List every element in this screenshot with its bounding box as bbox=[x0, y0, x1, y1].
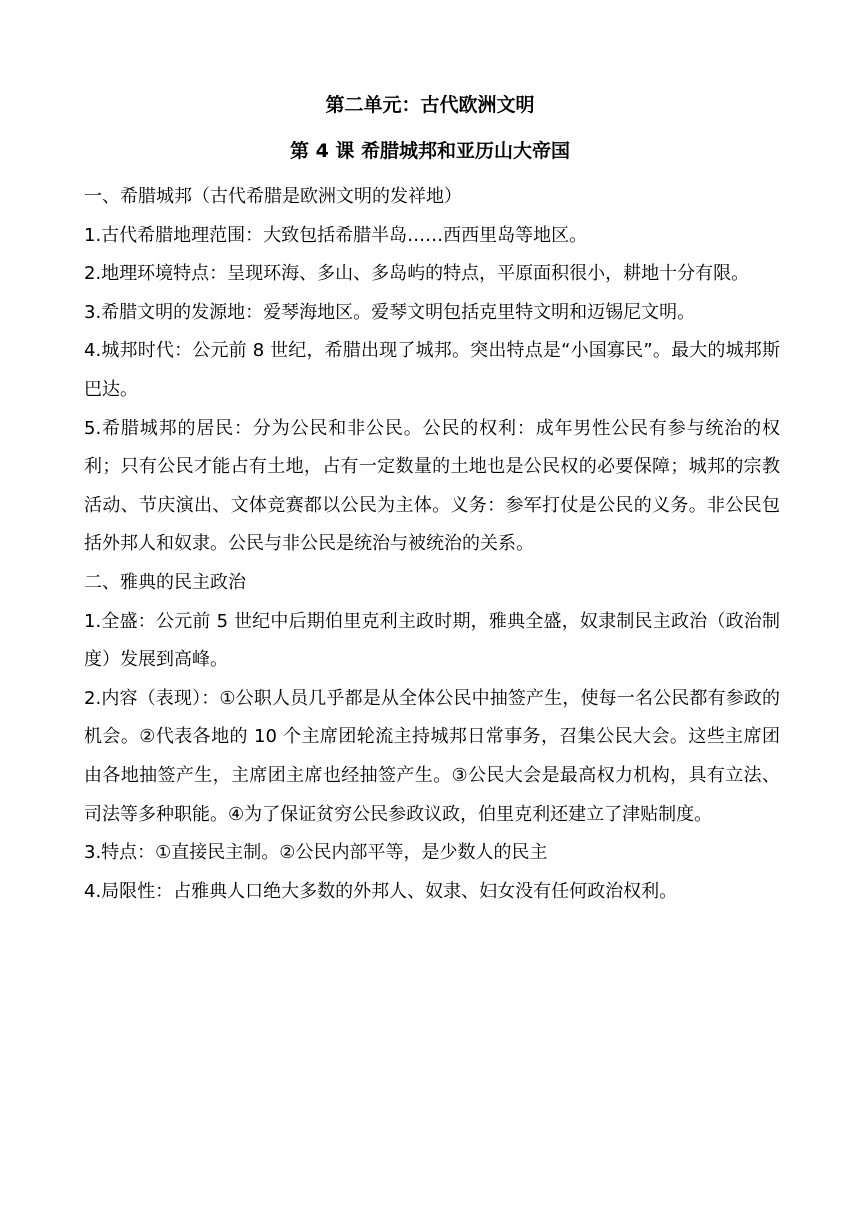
paragraph-limitations: 4.局限性：占雅典人口绝大多数的外邦人、奴隶、妇女没有任何政治权利。 bbox=[84, 880, 678, 902]
document-body bbox=[84, 178, 780, 911]
paragraph-geographic-range: 1.古代希腊地理范围：大致包括希腊半岛……西西里岛等地区。 bbox=[84, 224, 588, 246]
lesson-title: 第 4 课 希腊城邦和亚历山大帝国 bbox=[289, 140, 571, 162]
paragraph-geographic-features: 2.地理环境特点：呈现环海、多山、多岛屿的特点，平原面积很小，耕地十分有限。 bbox=[84, 263, 750, 285]
paragraph-civilization-origin: 3.希腊文明的发源地：爱琴海地区。爱琴文明包括克里特文明和迈锡尼文明。 bbox=[84, 301, 696, 323]
section-heading-athenian-democracy: 二、雅典的民主政治 bbox=[84, 571, 246, 593]
paragraph-city-state-era: 4.城邦时代：公元前 8 世纪，希腊出现了城邦。突出特点是“小国寡民”。最大的城邦斯巴达。 bbox=[84, 340, 780, 400]
paragraph-city-state-residents: 5.希腊城邦的居民：分为公民和非公民。公民的权利：成年男性公民有参与统治的权利；只有公民才能占有土地，占有一定数量的土地也是公民权的必要保障；城邦的宗教活动、节庆演出、文体竞赛都以公民为主体。义务：参军打仗是公民的义务。非公民包括外邦人和奴隶。公民与非公民是统治与被统治的关系。 bbox=[84, 417, 780, 555]
paragraph-golden-age: 1.全盛：公元前 5 世纪中后期伯里克利主政时期，雅典全盛，奴隶制民主政治（政治制度）发展到高峰。 bbox=[84, 610, 780, 671]
paragraph-content: 2.内容（表现）：①公职人员几乎都是从全体公民中抽签产生，使每一名公民都有参政的机会。②代表各地的 10 个主席团轮流主持城邦日常事务，召集公民大会。这些主席团由各地抽签产生，主席团主席也经抽签产生。③公民大会是最高权力机构，具有立法、司法等多种职能。④为了保证贫穷公民参政议政，伯里克利还建立了津贴制度。 bbox=[84, 687, 780, 825]
section-heading-greek-city-states: 一、希腊城邦（古代希腊是欧洲文明的发祥地） bbox=[84, 186, 462, 207]
unit-title: 第二单元：古代欧洲文明 bbox=[325, 94, 535, 116]
paragraph-characteristics: 3.特点：①直接民主制。②公民内部平等，是少数人的民主 bbox=[84, 842, 548, 864]
